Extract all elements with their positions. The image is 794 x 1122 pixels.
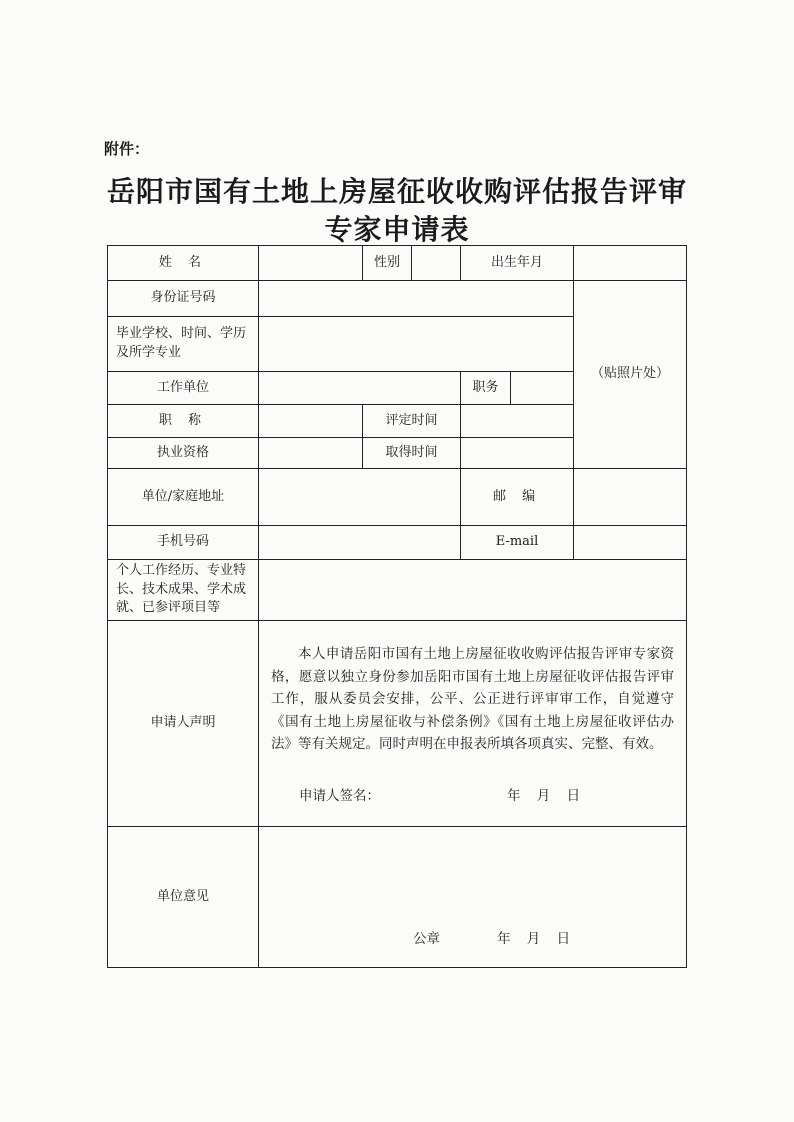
mobile-label: 手机号码	[108, 526, 259, 560]
gender-label: 性别	[363, 246, 412, 281]
declaration-label: 申请人声明	[108, 621, 259, 827]
position-field[interactable]	[511, 372, 574, 405]
qualification-field[interactable]	[259, 438, 363, 469]
photo-area[interactable]: （贴照片处）	[574, 281, 687, 469]
declaration-text: 本人申请岳阳市国有土地上房屋征收收购评估报告评审专家资格，愿意以独立身份参加岳阳市国有土地上房屋征收评估报告评审工作，服从委员会安排，公平、公正进行评审审工作，自觉遵守《国有土地上房屋征收与补偿条例》《国有土地上房屋征收评估办法》等有关规定。同时声明在申报表所填各项真实、完整、有效。	[271, 646, 675, 752]
seal-label: 公章	[413, 931, 440, 947]
birth-label: 出生年月	[461, 246, 574, 281]
signature-label: 申请人签名：	[299, 788, 380, 804]
title-date-label: 评定时间	[363, 405, 461, 438]
unit-opinion-cell[interactable]	[259, 827, 687, 968]
qualification-label: 执业资格	[108, 438, 259, 469]
declaration-cell	[259, 621, 687, 827]
email-field[interactable]	[574, 526, 687, 560]
title-date-field[interactable]	[461, 405, 574, 438]
experience-label: 个人工作经历、专业特长、技术成果、学术成就、已参评项目等	[108, 560, 259, 621]
gender-field[interactable]	[412, 246, 461, 281]
application-form-table	[107, 245, 687, 968]
email-label: E-mail	[461, 526, 574, 560]
name-label: 姓 名	[108, 246, 259, 281]
obtain-date-label: 取得时间	[363, 438, 461, 469]
school-field[interactable]	[259, 317, 574, 372]
obtain-date-field[interactable]	[461, 438, 574, 469]
school-label: 毕业学校、时间、学历及所学专业	[108, 317, 259, 372]
address-label: 单位/家庭地址	[108, 469, 259, 526]
employer-field[interactable]	[259, 372, 461, 405]
seal-date: 年 月 日	[497, 931, 571, 947]
position-label: 职务	[461, 372, 511, 405]
form-title-line2: 专家申请表	[324, 213, 470, 246]
signature-date: 年 月 日	[507, 788, 581, 804]
id-number-field[interactable]	[259, 281, 574, 317]
birth-field[interactable]	[574, 246, 687, 281]
name-field[interactable]	[259, 246, 363, 281]
experience-field[interactable]	[259, 560, 687, 621]
employer-label: 工作单位	[108, 372, 259, 405]
professional-title-field[interactable]	[259, 405, 363, 438]
postcode-field[interactable]	[574, 469, 687, 526]
id-number-label: 身份证号码	[108, 281, 259, 317]
address-field[interactable]	[259, 469, 461, 526]
unit-opinion-label: 单位意见	[108, 827, 259, 968]
mobile-field[interactable]	[259, 526, 461, 560]
professional-title-label: 职 称	[108, 405, 259, 438]
form-title-line1: 岳阳市国有土地上房屋征收收购评估报告评审	[106, 175, 687, 208]
postcode-label: 邮 编	[461, 469, 574, 526]
attachment-label: 附件：	[104, 140, 150, 158]
